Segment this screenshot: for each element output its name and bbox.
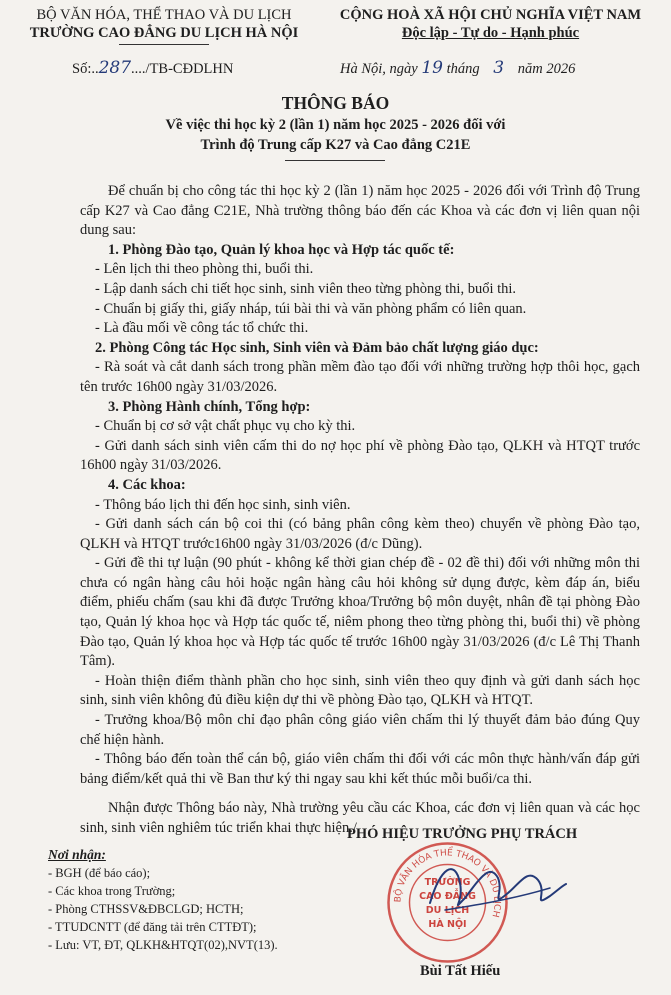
recipients-block	[48, 846, 278, 954]
section-3-heading: 3. Phòng Hành chính, Tổng hợp:	[108, 398, 311, 415]
section-3-item: - Chuẩn bị cơ sở vật chất phục vụ cho kỳ thi.	[95, 418, 356, 435]
school-name: TRƯỜNG CAO ĐẲNG DU LỊCH HÀ NỘI	[29, 25, 299, 41]
recipient-item: - Lưu: VT, ĐT, QLKH&HTQT(02),NVT(13).	[48, 938, 278, 952]
document-title: THÔNG BÁO	[281, 93, 390, 113]
national-header	[318, 6, 663, 42]
section-4-item: - Gửi đề thi tự luận (90 phút - không kể thời gian chép đề - 02 đề thi) đối với những môn thi chưa có ngân hàng câu hỏi hoặc ngân hàng câu hỏi không sử dụng được, kèm đáp án, biểu điểm, phiếu chấm (sau khi đã được Trưởng khoa/Trưởng bộ môn duyệt, nhân đề tại phòng Đào tạo, Quản lý khoa học và Hợp tác quốc tế, niêm phong theo từng phòng thi, buổi thi) về phòng Đào tạo, Quản lý khoa học và Hợp tác quốc tế trước 16h00 ngày 31/03/2026 (đ/c Lê Thị Thanh Tâm).	[80, 555, 640, 670]
document-body	[80, 182, 640, 839]
country-name: CỘNG HOÀ XÃ HỘI CHỦ NGHĨA VIỆT NAM	[339, 7, 642, 23]
issuer-header	[14, 6, 314, 45]
section-4-item: - Trưởng khoa/Bộ môn chỉ đạo phân công giáo viên chấm thi lý thuyết đảm bảo đúng Quy chế hiện hành.	[80, 712, 640, 748]
date-place: Hà Nội, ngày	[340, 61, 418, 77]
section-2-item: - Rà soát và cắt danh sách trong phần mềm đào tạo đối với những trường hợp thôi học, gạch tên trước 16h00 ngày 31/03/2026.	[80, 359, 640, 395]
document-subtitle-2: Trình độ Trung cấp K27 và Cao đẳng C21E	[200, 137, 471, 153]
section-4-item: - Thông báo đến toàn thể cán bộ, giáo viên chấm thi đối với các môn thực hành/vấn đáp gửi bảng điểm/kết quả thi về Ban thư ký thi ngay sau khi kết thúc mỗi buổi/ca thi.	[80, 751, 640, 787]
section-4-heading: 4. Các khoa:	[108, 476, 186, 493]
seal-center-line: HÀ NỘI	[428, 919, 467, 930]
recipient-item: - Phòng CTHSSV&ĐBCLGD; HCTH;	[48, 902, 244, 916]
recipient-item: - TTUDCNTT (để đăng tải trên CTTĐT);	[48, 920, 257, 934]
section-4-item: - Gửi danh sách cán bộ coi thi (có bảng phân công kèm theo) chuyển về phòng Đào tạo, QLKH và HTQT trước16h00 ngày 31/03/2026 (đ/c Dũng).	[80, 516, 640, 552]
section-2-heading: 2. Phòng Công tác Học sinh, Sinh viên và Đảm bảo chất lượng giáo dục:	[95, 339, 539, 356]
ministry-name: BỘ VĂN HÓA, THỂ THAO VÀ DU LỊCH	[36, 7, 292, 23]
section-1-item: - Chuẩn bị giấy thi, giấy nháp, túi bài thi và văn phòng phẩm có liên quan.	[95, 300, 527, 317]
date-month-label: tháng	[446, 61, 480, 77]
doc-number-suffix: ..../TB-CĐDLHN	[131, 61, 234, 77]
intro-paragraph: Để chuẩn bị cho công tác thi học kỳ 2 (lần 1) năm học 2025 - 2026 đối với Trình độ Trung cấp K27 và Cao đẳng C21E, Nhà trường thông báo đến các Khoa và các đơn vị liên quan nội dung sau:	[80, 183, 640, 239]
recipients-label: Nơi nhận:	[48, 847, 106, 862]
recipient-item: - Các khoa trong Trường;	[48, 884, 176, 898]
section-1-item: - Là đầu mối về công tác tổ chức thi.	[95, 320, 309, 337]
national-motto: Độc lập - Tự do - Hạnh phúc	[401, 25, 580, 41]
seal-ring-text: BỘ VĂN HÓA THỂ THAO VÀ DU LỊCH	[393, 848, 502, 919]
section-4-item: - Hoàn thiện điểm thành phần cho học sinh, sinh viên theo quy định và gửi danh sách học sinh, sinh viên không đủ điều kiện dự thi về phòng Đào tạo, QLKH và HTQT.	[80, 672, 640, 709]
signer-name: Bùi Tất Hiếu	[420, 963, 501, 979]
seal-center-line: CAO ĐẲNG	[419, 891, 476, 902]
section-1-item: - Lên lịch thi theo phòng thi, buổi thi.	[95, 261, 314, 278]
section-1-item: - Lập danh sách chi tiết học sinh, sinh viên theo từng phòng thi, buổi thi.	[95, 280, 517, 297]
doc-number	[72, 58, 233, 78]
title-rule	[285, 160, 385, 161]
recipient-item: - BGH (để báo cáo);	[48, 866, 151, 880]
handwritten-signature	[420, 848, 570, 928]
signer-title: PHÓ HIỆU TRƯỞNG PHỤ TRÁCH	[347, 826, 578, 842]
date-line	[340, 58, 575, 78]
date-year: năm 2026	[517, 61, 576, 77]
section-3-item: - Gửi danh sách sinh viên cấm thi do nợ học phí về phòng Đào tạo, QLKH và HTQT trước 16h00 ngày 31/03/2026.	[80, 437, 640, 474]
doc-number-value: 287	[98, 58, 132, 78]
section-1-heading: 1. Phòng Đào tạo, Quản lý khoa học và Hợp tác quốc tế:	[108, 241, 455, 258]
header-left-rule	[119, 44, 209, 45]
seal-center-line: DU LỊCH	[425, 905, 470, 916]
date-day: 19	[421, 58, 443, 78]
document-subtitle-1: Về việc thi học kỳ 2 (lần 1) năm học 2025 - 2026 đối với	[165, 117, 506, 133]
seal-center-line: TRƯỜNG	[424, 877, 471, 888]
doc-number-prefix: Số:..	[72, 61, 99, 77]
date-month: 3	[493, 58, 505, 78]
closing-paragraph: Nhận được Thông báo này, Nhà trường yêu cầu các Khoa, các đơn vị liên quan và các học sinh, sinh viên nghiêm túc triển khai thực hiện./.	[80, 800, 640, 836]
section-4-item: - Thông báo lịch thi đến học sinh, sinh viên.	[95, 496, 351, 513]
